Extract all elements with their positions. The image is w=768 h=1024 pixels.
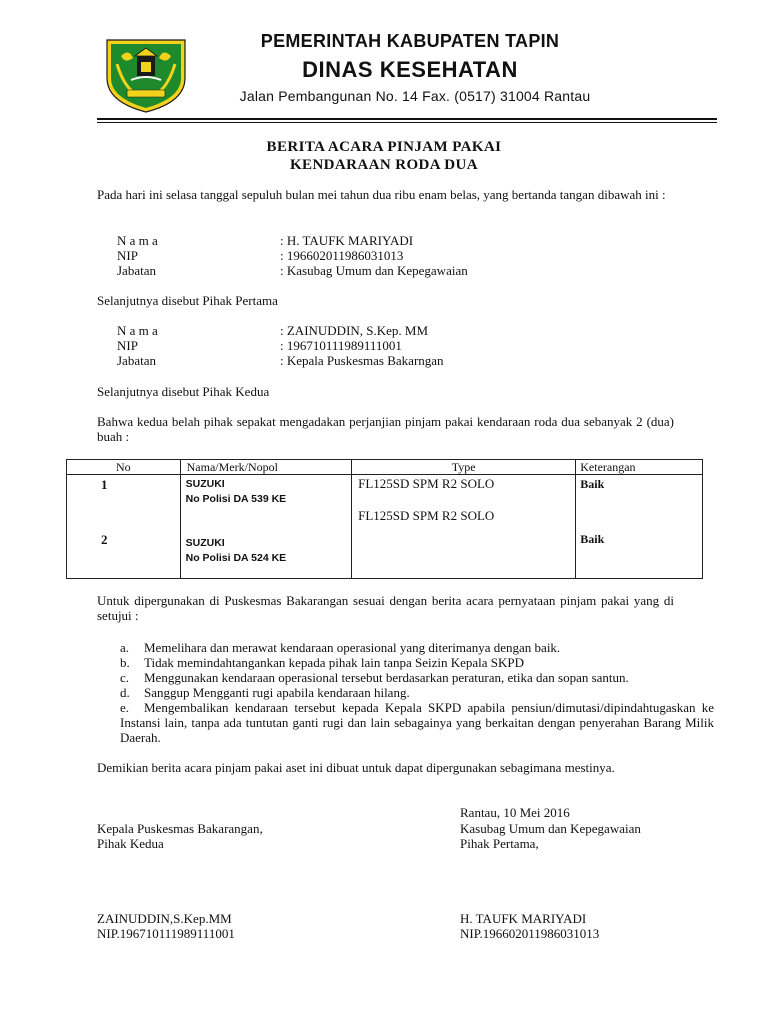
note-cell — [576, 475, 703, 579]
party1-name: : H. TAUFK MARIYADI — [280, 233, 414, 248]
government-name: PEMERINTAH KABUPATEN TAPIN — [260, 31, 560, 51]
place-date: Rantau, 10 Mei 2016 — [460, 805, 570, 820]
col-note-header: Keterangan — [576, 460, 703, 475]
right-signer-nip: NIP.196602011986031013 — [460, 926, 600, 941]
row1-plate: No Polisi DA 539 KE — [185, 493, 287, 505]
party1-position-label: Jabatan — [117, 263, 156, 278]
right-signer-title: Kasubag Umum dan Kepegawaian — [460, 821, 641, 836]
condition-c-text: Menggunakan kendaraan operasional tersebut berdasarkan peraturan, etika dan sopan santun. — [144, 670, 629, 685]
condition-c-marker: c. — [120, 670, 130, 685]
row1-brand: SUZUKI — [185, 478, 225, 490]
col-no-header: No — [67, 460, 181, 475]
type-cell — [352, 475, 576, 579]
name-cell — [180, 475, 351, 579]
party2-name-label: N a m a — [117, 323, 158, 338]
party1-nip-label: NIP — [117, 248, 138, 263]
document-subtitle: KENDARAAN RODA DUA — [289, 157, 479, 173]
left-signer-nip: NIP.196710111989111001 — [97, 926, 235, 941]
purpose-paragraph: Untuk dipergunakan di Puskesmas Bakarangan sesuai dengan berita acara pernyataan pinjam pakai yang di setujui : — [97, 593, 674, 623]
condition-a-marker: a. — [120, 640, 130, 655]
tapin-regency-emblem-icon — [103, 34, 189, 114]
intro-paragraph: Pada hari ini selasa tanggal sepuluh bulan mei tahun dua ribu enam belas, yang bertanda tangan dibawah ini : — [97, 187, 666, 202]
condition-b-marker: b. — [120, 655, 130, 670]
row1-note: Baik — [580, 477, 605, 491]
table-row — [67, 475, 703, 579]
col-type-header: Type — [352, 460, 576, 475]
left-signer-role: Pihak Kedua — [97, 836, 164, 851]
row1-type: FL125SD SPM R2 SOLO — [358, 476, 495, 491]
no-cell — [67, 475, 181, 579]
agreement-paragraph: Bahwa kedua belah pihak sepakat mengadakan perjanjian pinjam pakai kendaraan roda dua sebanyak 2 (dua) buah : — [97, 414, 674, 444]
row2-no: 2 — [101, 532, 108, 547]
row2-note: Baik — [580, 532, 605, 546]
vehicle-table — [66, 459, 703, 579]
row1-no: 1 — [101, 477, 108, 492]
table-header-row — [67, 460, 703, 475]
left-signer-title: Kepala Puskesmas Bakarangan, — [97, 821, 263, 836]
row2-plate: No Polisi DA 524 KE — [185, 552, 287, 564]
party1-designation: Selanjutnya disebut Pihak Pertama — [97, 293, 278, 308]
condition-e-text: Mengembalikan kendaraan tersebut kepada Kepala SKPD apabila pensiun/dimutasi/dipindahtugaskan ke Instansi lain, tanpa ada tuntutan ganti rugi dan lain sebagainya yang berkaitan dengan penyerahan Barang Milik Daerah. — [120, 700, 714, 745]
party2-position: : Kepala Puskesmas Bakarngan — [280, 353, 444, 368]
party2-designation: Selanjutnya disebut Pihak Kedua — [97, 384, 270, 399]
left-signer-name: ZAINUDDIN,S.Kep.MM — [97, 911, 232, 926]
condition-d-text: Sanggup Mengganti rugi apabila kendaraan hilang. — [144, 685, 410, 700]
party1-position: : Kasubag Umum dan Kepegawaian — [280, 263, 468, 278]
condition-e-marker: e. — [120, 700, 130, 715]
party2-nip: : 196710111989111001 — [280, 338, 402, 353]
party1-nip: : 196602011986031013 — [280, 248, 404, 263]
right-signer-name: H. TAUFK MARIYADI — [460, 911, 587, 926]
party2-nip-label: NIP — [117, 338, 138, 353]
party1-name-label: N a m a — [117, 233, 158, 248]
agency-name: DINAS KESEHATAN — [302, 57, 518, 82]
right-signer-role: Pihak Pertama, — [460, 836, 539, 851]
closing-paragraph: Demikian berita acara pinjam pakai aset ini dibuat untuk dapat dipergunakan sebagimana mestinya. — [97, 760, 615, 775]
party2-name: : ZAINUDDIN, S.Kep. MM — [280, 323, 429, 338]
condition-d-marker: d. — [120, 685, 130, 700]
party2-position-label: Jabatan — [117, 353, 156, 368]
col-name-header: Nama/Merk/Nopol — [180, 460, 351, 475]
agency-address: Jalan Pembangunan No. 14 Fax. (0517) 31004 Rantau — [239, 88, 591, 104]
header-divider — [97, 118, 717, 120]
row2-brand: SUZUKI — [185, 537, 225, 549]
condition-a-text: Memelihara dan merawat kendaraan operasional yang diterimanya dengan baik. — [144, 640, 561, 655]
document-title: BERITA ACARA PINJAM PAKAI — [266, 139, 502, 155]
header-divider-thin — [97, 122, 717, 123]
row2-type: FL125SD SPM R2 SOLO — [358, 508, 495, 523]
condition-b-text: Tidak memindahtangankan kepada pihak lain tanpa Seizin Kepala SKPD — [144, 655, 525, 670]
